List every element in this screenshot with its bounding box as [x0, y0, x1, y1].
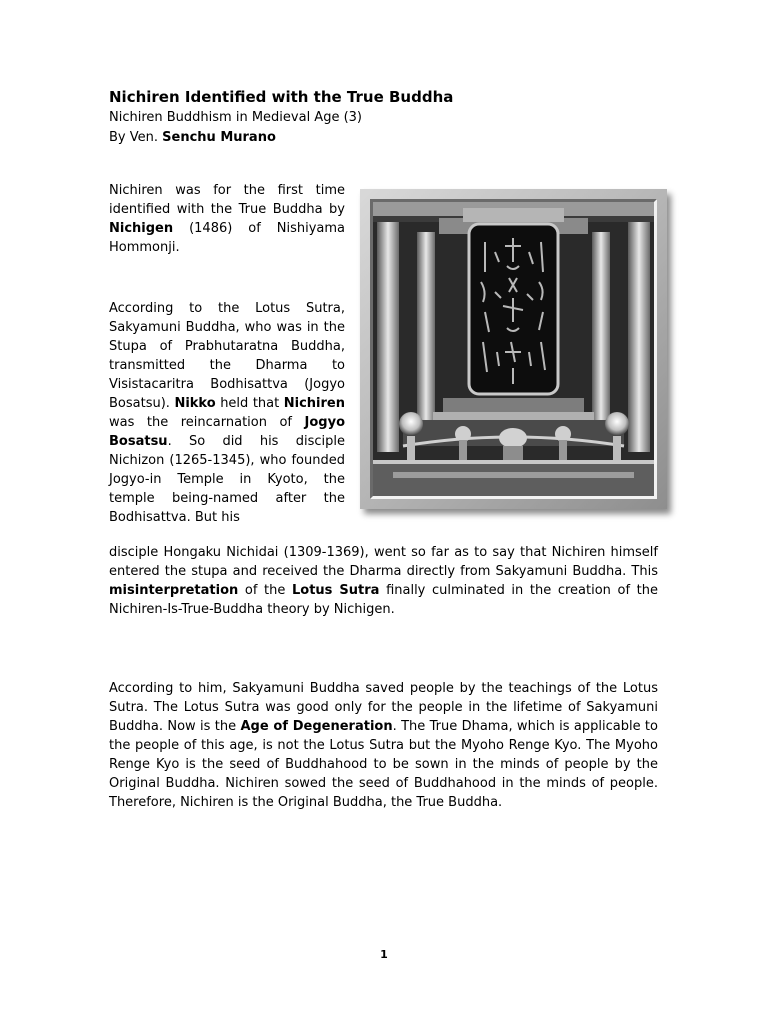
bold-term: Jogyo Bosatsu	[109, 415, 345, 449]
altar-photo-image	[373, 202, 654, 496]
text-run: (1486) of Nishiyama Hommonji.	[109, 221, 345, 255]
text-run: Nichiren was for the first time identified with the True Buddha by	[109, 183, 345, 217]
bold-term: Lotus Sutra	[292, 583, 380, 598]
bold-term: Nichiren	[283, 396, 345, 411]
document-subtitle: Nichiren Buddhism in Medieval Age (3)	[109, 110, 362, 125]
text-run: disciple Hongaku Nichidai (1309-1369), went so far as to say that Nichiren himself entered the stupa and received the Dharma directly from Sakyamuni Buddha. This	[109, 545, 658, 579]
bold-term: Age of Degeneration	[240, 719, 393, 734]
document-title: Nichiren Identified with the True Buddha	[109, 88, 454, 106]
byline-prefix: By Ven.	[109, 130, 163, 145]
text-run: held that	[215, 396, 284, 411]
paragraph-2-continued	[109, 543, 658, 619]
text-run: finally culminated in the creation of the Nichiren-Is-True-Buddha theory by Nichigen.	[109, 583, 659, 617]
author-byline	[109, 128, 669, 148]
text-run: According to him, Sakyamuni Buddha saved people by the teachings of the Lotus Sutra. The Lotus Sutra was good only for the people in the lifetime of Sakyamuni Buddha. Now is the	[109, 681, 658, 734]
text-run: of the	[238, 583, 292, 598]
author-name: Senchu Murano	[162, 130, 276, 145]
text-run: . So did his disciple Nichizon (1265-1345), who founded Jogyo-in Temple in Kyoto, the temple being-named after the Bodhisattva. But his	[109, 434, 345, 525]
bold-term: Nichigen	[109, 221, 174, 236]
altar-photo	[370, 199, 657, 499]
page-number: 1	[380, 948, 388, 961]
document-header	[109, 86, 669, 148]
altar-photo-frame	[360, 189, 667, 509]
paragraph-3	[109, 679, 658, 812]
bold-term: misinterpretation	[109, 583, 239, 598]
paragraph-2	[109, 299, 345, 527]
text-run: was the reincarnation of	[109, 415, 305, 430]
text-run: . The True Dhama, which is applicable to the people of this age, is not the Lotus Sutra but the Myoho Renge Kyo. The Myoho Renge Kyo is the seed of Buddhahood to be sown in the minds of people by the Original Buddha. Nichiren sowed the seed of Buddhahood in the minds of people. Therefore, Nichiren is the Original Buddha, the True Buddha.	[109, 719, 658, 810]
bold-term: Nikko	[174, 396, 216, 411]
paragraph-1	[109, 181, 345, 257]
text-run: According to the Lotus Sutra, Sakyamuni Buddha, who was in the Stupa of Prabhutaratna Buddha, transmitted the Dharma to Visistacaritra Bodhisattva (Jogyo Bosatsu).	[109, 301, 345, 411]
